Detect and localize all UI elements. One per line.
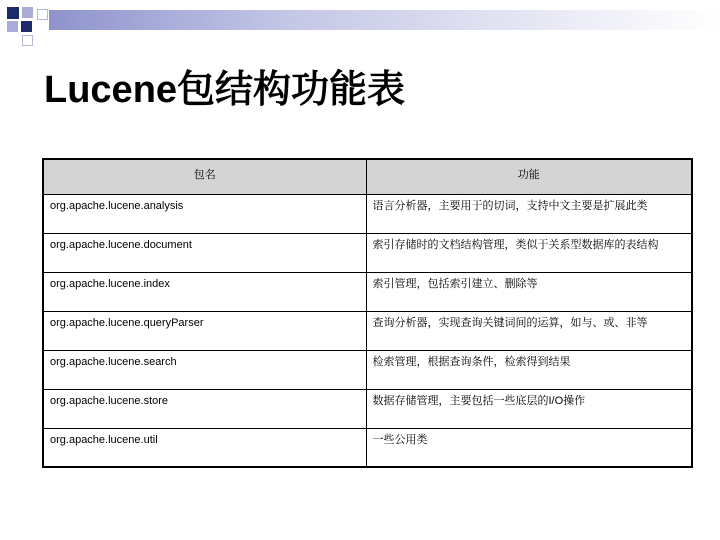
function-cell: 索引管理，包括索引建立、删除等 [366, 272, 692, 311]
decor-square-outline-1 [37, 9, 48, 20]
package-cell: org.apache.lucene.queryParser [43, 311, 366, 350]
decor-square-dark-1 [7, 7, 19, 19]
table-row [43, 272, 692, 311]
package-cell: org.apache.lucene.store [43, 389, 366, 428]
function-cell: 索引存储时的文档结构管理，类似于关系型数据库的表结构 [366, 233, 692, 272]
function-cell: 语言分析器，主要用于的切词，支持中文主要是扩展此类 [366, 194, 692, 233]
package-cell: org.apache.lucene.document [43, 233, 366, 272]
function-cell: 检索管理，根据查询条件，检索得到结果 [366, 350, 692, 389]
header-function: 功能 [366, 159, 692, 194]
decor-square-light-2 [7, 21, 18, 32]
package-cell: org.apache.lucene.util [43, 428, 366, 467]
table-row [43, 350, 692, 389]
table-row [43, 194, 692, 233]
package-cell: org.apache.lucene.index [43, 272, 366, 311]
function-cell: 一些公用类 [366, 428, 692, 467]
slide-title: Lucene包结构功能表 [44, 69, 406, 111]
table-row [43, 428, 692, 467]
function-cell: 查询分析器，实现查询关键词间的运算，如与、或、非等 [366, 311, 692, 350]
package-cell: org.apache.lucene.analysis [43, 194, 366, 233]
table-header-row [43, 159, 692, 194]
table-row [43, 311, 692, 350]
header-gradient-band [49, 10, 720, 30]
table-row [43, 389, 692, 428]
function-cell: 数据存储管理，主要包括一些底层的I/O操作 [366, 389, 692, 428]
table-row [43, 233, 692, 272]
package-function-table [42, 158, 693, 468]
decor-square-dark-2 [21, 21, 32, 32]
package-cell: org.apache.lucene.search [43, 350, 366, 389]
decor-square-light-1 [22, 7, 33, 18]
header-package-name: 包名 [43, 159, 366, 194]
decor-square-outline-2 [22, 35, 33, 46]
